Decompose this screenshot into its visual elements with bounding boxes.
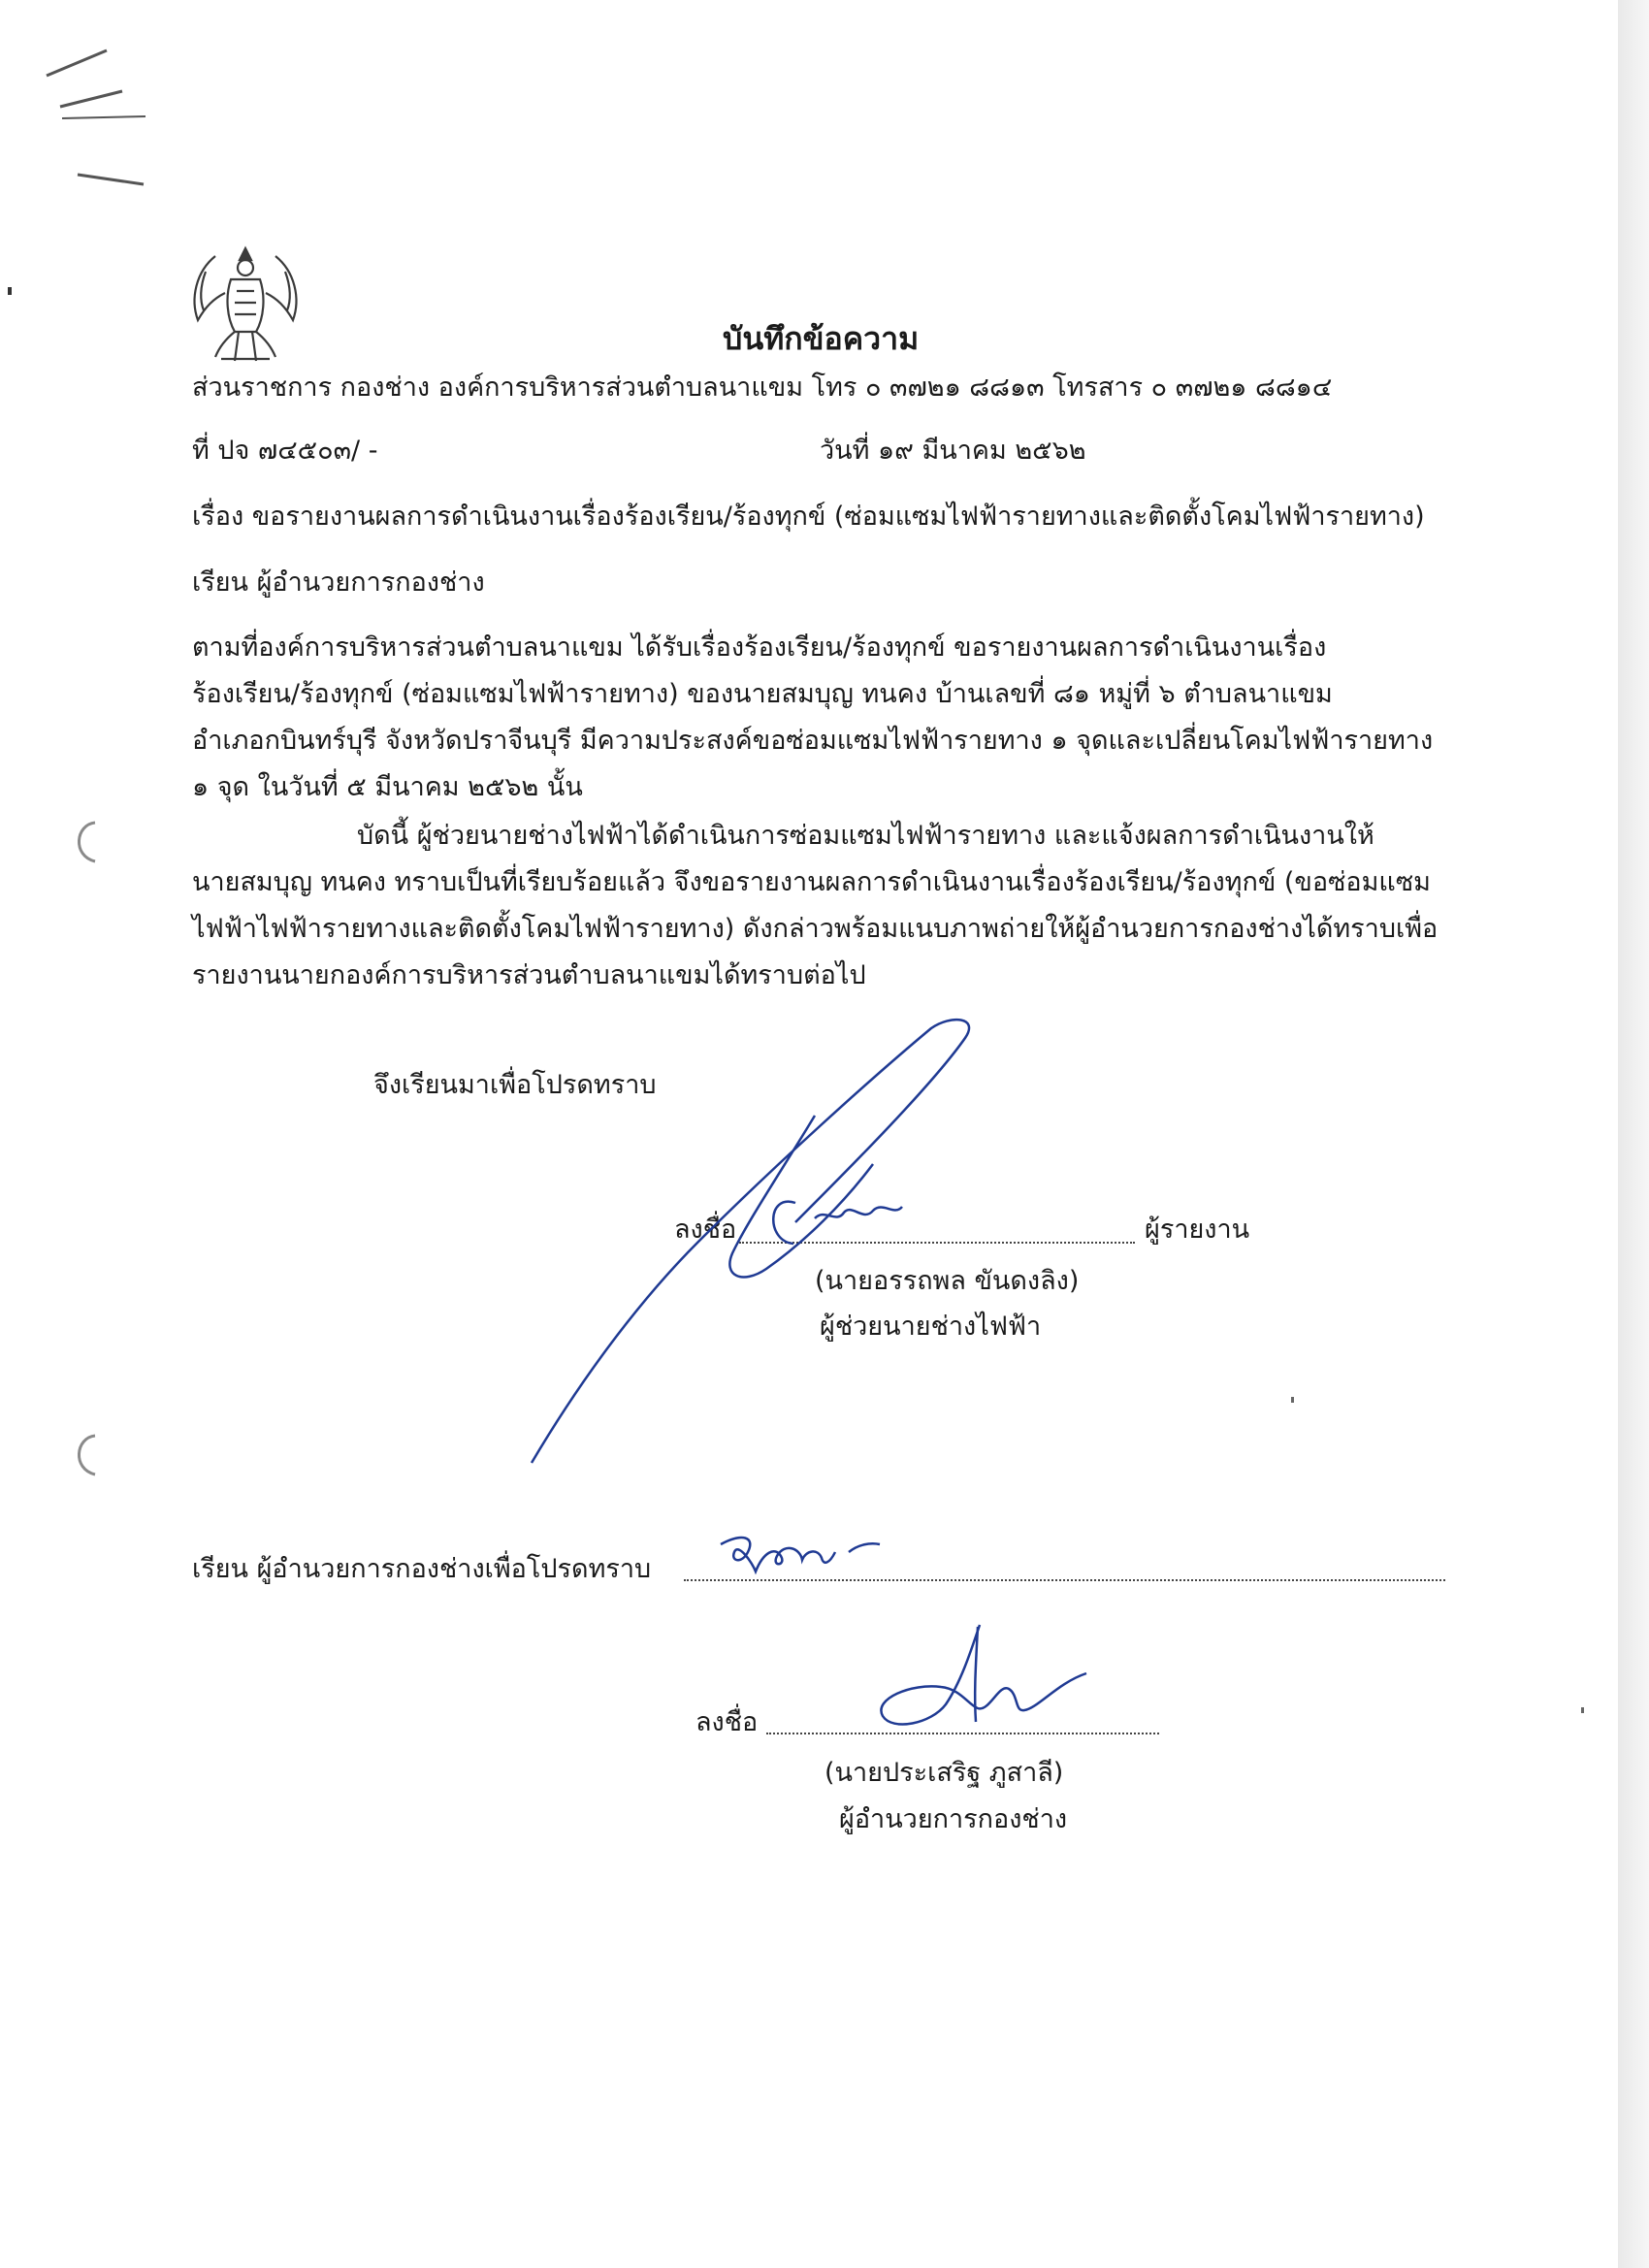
reference-number: ที่ ปจ ๗๔๕๐๓/ - xyxy=(192,436,378,466)
endorsement-line xyxy=(684,1579,1445,1581)
sign-label: ลงชื่อ xyxy=(674,1215,737,1245)
body-paragraph-1 xyxy=(192,625,1433,811)
closing-line: จึงเรียนมาเพื่อโปรดทราบ xyxy=(373,1070,657,1100)
signature-line xyxy=(739,1242,1135,1244)
page-edge-shadow xyxy=(1618,0,1649,2268)
agency-line: ส่วนราชการ กองช่าง องค์การบริหารส่วนตำบลนาแขม โทร ๐ ๓๗๒๑ ๘๘๑๓ โทรสาร ๐ ๓๗๒๑ ๘๘๑๔ xyxy=(192,373,1333,403)
paragraph-line: ร้องเรียน/ร้องทุกข์ (ซ่อมแซมไฟฟ้ารายทาง) ของนายสมบุญ ทนคง บ้านเลขที่ ๘๑ หมู่ที่ ๖ ตำบลนาแขม xyxy=(192,679,1333,709)
paragraph-line: ไฟฟ้าไฟฟ้ารายทางและติดตั้งโคมไฟฟ้ารายทาง) ดังกล่าวพร้อมแนบภาพถ่ายให้ผู้อำนวยการกองช่างได้ทราบเพื่อ xyxy=(192,914,1439,944)
paragraph-line: ๑ จุด ในวันที่ ๕ มีนาคม ๒๕๖๒ นั้น xyxy=(192,772,583,802)
memo-date: วันที่ ๑๙ มีนาคม ๒๕๖๒ xyxy=(820,436,1086,466)
paragraph-line: ตามที่องค์การบริหารส่วนตำบลนาแขม ได้รับเรื่องร้องเรียน/ร้องทุกข์ ขอรายงานผลการดำเนินงานเรื่อง xyxy=(192,632,1327,663)
paragraph-line: นายสมบุญ ทนคง ทราบเป็นที่เรียบร้อยแล้ว จึงขอรายงานผลการดำเนินงานเรื่องร้องเรียน/ร้องทุกข์ (ขอซ่อมแซม xyxy=(192,867,1431,897)
sign-label: ลงชื่อ xyxy=(695,1707,759,1737)
punch-hole-mark-icon xyxy=(66,817,111,867)
reporter-position: ผู้ช่วยนายช่างไฟฟ้า xyxy=(820,1312,1042,1342)
garuda-emblem-icon xyxy=(186,243,305,367)
director-signature xyxy=(854,1615,1125,1751)
speck-mark xyxy=(1581,1707,1584,1713)
memo-title: บันทึกข้อความ xyxy=(723,320,920,357)
punch-hole-mark-icon xyxy=(66,1430,111,1480)
memo-subject: เรื่อง ขอรายงานผลการดำเนินงานเรื่องร้องเรียน/ร้องทุกข์ (ซ่อมแซมไฟฟ้ารายทางและติดตั้งโคมไฟฟ้ารายทาง) xyxy=(192,502,1425,532)
director-name: (นายประเสริฐ ภูสาลี) xyxy=(824,1758,1064,1788)
director-position: ผู้อำนวยการกองช่าง xyxy=(839,1804,1068,1834)
endorsement-text: เรียน ผู้อำนวยการกองช่างเพื่อโปรดทราบ xyxy=(192,1554,652,1584)
signature-line xyxy=(766,1733,1159,1734)
speck-mark xyxy=(8,287,12,295)
reporter-name: (นายอรรถพล ขันดงลิง) xyxy=(815,1266,1080,1296)
handwritten-note-text xyxy=(713,1533,829,1571)
speck-mark xyxy=(1291,1397,1294,1403)
corner-marks xyxy=(39,39,165,194)
paragraph-line: รายงานนายกองค์การบริหารส่วนตำบลนาแขมได้ทราบต่อไป xyxy=(192,960,866,990)
paragraph-line: บัดนี้ ผู้ช่วยนายช่างไฟฟ้าได้ดำเนินการซ่อมแซมไฟฟ้ารายทาง และแจ้งผลการดำเนินงานให้ xyxy=(357,821,1374,851)
memo-recipient: เรียน ผู้อำนวยการกองช่าง xyxy=(192,567,485,598)
reporter-role: ผู้รายงาน xyxy=(1145,1215,1250,1245)
paragraph-line: อำเภอกบินทร์บุรี จังหวัดปราจีนบุรี มีความประสงค์ขอซ่อมแซมไฟฟ้ารายทาง ๑ จุดและเปลี่ยนโคมไฟฟ้ารายทาง xyxy=(192,726,1434,756)
body-paragraph-2 xyxy=(192,813,1438,999)
